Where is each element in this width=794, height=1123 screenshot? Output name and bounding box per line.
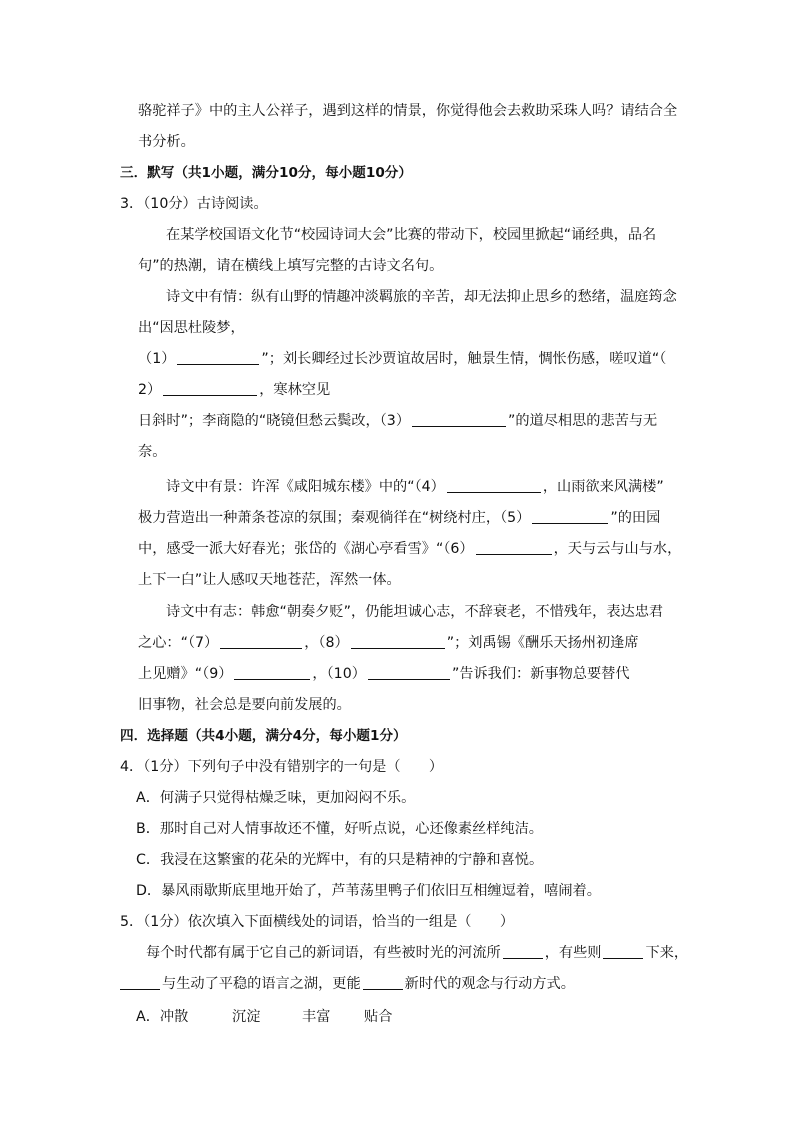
text-line: 之心：“（7） ，（8） ”；刘禹锡《酬乐天扬州初逢席 xyxy=(0,628,794,659)
option-c[interactable]: C．我浸在这繁蜜的花朵的光辉中，有的只是精神的宁静和喜悦。 xyxy=(136,852,544,868)
answer-blank-9[interactable] xyxy=(234,662,310,680)
answer-blank-3[interactable] xyxy=(412,409,506,427)
text-line: 中，感受一派大好春光；张岱的《湖心亭看雪》“（6） ，天与云与山与水， xyxy=(0,534,794,565)
text-line: 旧事物，社会总是要向前发展的。 xyxy=(138,697,351,713)
text-line: 日斜时”；李商隐的“晓镜但愁云鬓改，（3） ”的道尽相思的悲苦与无 xyxy=(0,406,794,437)
text-line: 奈。 xyxy=(138,444,167,460)
answer-blank-2[interactable] xyxy=(163,378,257,396)
answer-blank-q5-4[interactable] xyxy=(363,972,403,990)
text-line: 在某学校国语文化节“校园诗词大会”比赛的带动下，校园里掀起“诵经典，品名 xyxy=(166,227,657,243)
option-b[interactable]: B．那时自己对人情事故还不懂，好听点说，心还像素丝样纯洁。 xyxy=(136,821,543,837)
text-line: 出“因思杜陵梦， xyxy=(138,320,245,336)
text-line: 上下一白”让人感叹天地苍茫，浑然一体。 xyxy=(138,572,401,588)
text-line: 诗文中有志：韩愈“朝奏夕贬”，仍能坦诚心志，不辞衰老，不惜残年，表达忠君 xyxy=(166,604,664,620)
text-line: （1） ”；刘长卿经过长沙贾谊故居时，触景生情，惆怅伤感，嗟叹道“（ xyxy=(0,344,794,375)
text-line: 诗文中有情：纵有山野的情趣冲淡羁旅的辛苦，却无法抑止思乡的愁绪，温庭筠念 xyxy=(166,289,677,305)
answer-blank-q5-1[interactable] xyxy=(503,941,543,959)
option-d[interactable]: D．暴风雨歇斯底里地开始了，芦苇荡里鸭子们依旧互相缠逗着，嘻闹着。 xyxy=(136,883,601,899)
answer-blank-8[interactable] xyxy=(351,631,445,649)
question-4-title: 4．（1分）下列句子中没有错别字的一句是（ ） xyxy=(120,759,444,775)
answer-blank-q5-2[interactable] xyxy=(603,941,643,959)
option-a[interactable]: A．冲散 沉淀 丰富 贴合 xyxy=(136,1009,393,1025)
answer-blank-1[interactable] xyxy=(177,347,259,365)
section-three-heading: 三．默写（共1小题，满分10分，每小题10分） xyxy=(120,165,412,181)
text-line: 句”的热潮，请在横线上填写完整的古诗文名句。 xyxy=(138,258,444,274)
answer-blank-6[interactable] xyxy=(476,537,552,555)
text-line: 与生动了平稳的语言之湖，更能 新时代的观念与行动方式。 xyxy=(0,969,794,1000)
answer-blank-7[interactable] xyxy=(220,631,302,649)
text-line: 每个时代都有属于它自己的新词语，有些被时光的河流所 ，有些则 下来， xyxy=(0,938,794,969)
text-line: 书分析。 xyxy=(138,134,195,150)
text-line: 2） ，寒林空见 xyxy=(0,375,794,406)
answer-blank-4[interactable] xyxy=(447,475,541,493)
question-3-title: 3．（10分）古诗阅读。 xyxy=(120,196,268,212)
option-a[interactable]: A．何满子只觉得枯燥乏味，更加闷闷不乐。 xyxy=(136,790,416,806)
section-four-heading: 四．选择题（共4小题，满分4分，每小题1分） xyxy=(120,728,407,744)
answer-blank-10[interactable] xyxy=(368,662,450,680)
answer-blank-q5-3[interactable] xyxy=(120,972,160,990)
answer-blank-5[interactable] xyxy=(532,506,608,524)
text-line: 骆驼祥子》中的主人公祥子，遇到这样的情景，你觉得他会去救助采珠人吗？请结合全 xyxy=(138,103,678,119)
text-line: 上见赠》“（9） ，（10） ”告诉我们：新事物总要替代 xyxy=(0,659,794,690)
question-5-title: 5．（1分）依次填入下面横线处的词语，恰当的一组是（ ） xyxy=(120,914,515,930)
text-line: 极力营造出一种萧条苍凉的氛围；秦观徜徉在“树绕村庄，（5） ”的田园 xyxy=(0,503,794,534)
text-line: 诗文中有景：许浑《咸阳城东楼》中的“（4） ，山雨欲来风满楼” xyxy=(0,472,794,503)
